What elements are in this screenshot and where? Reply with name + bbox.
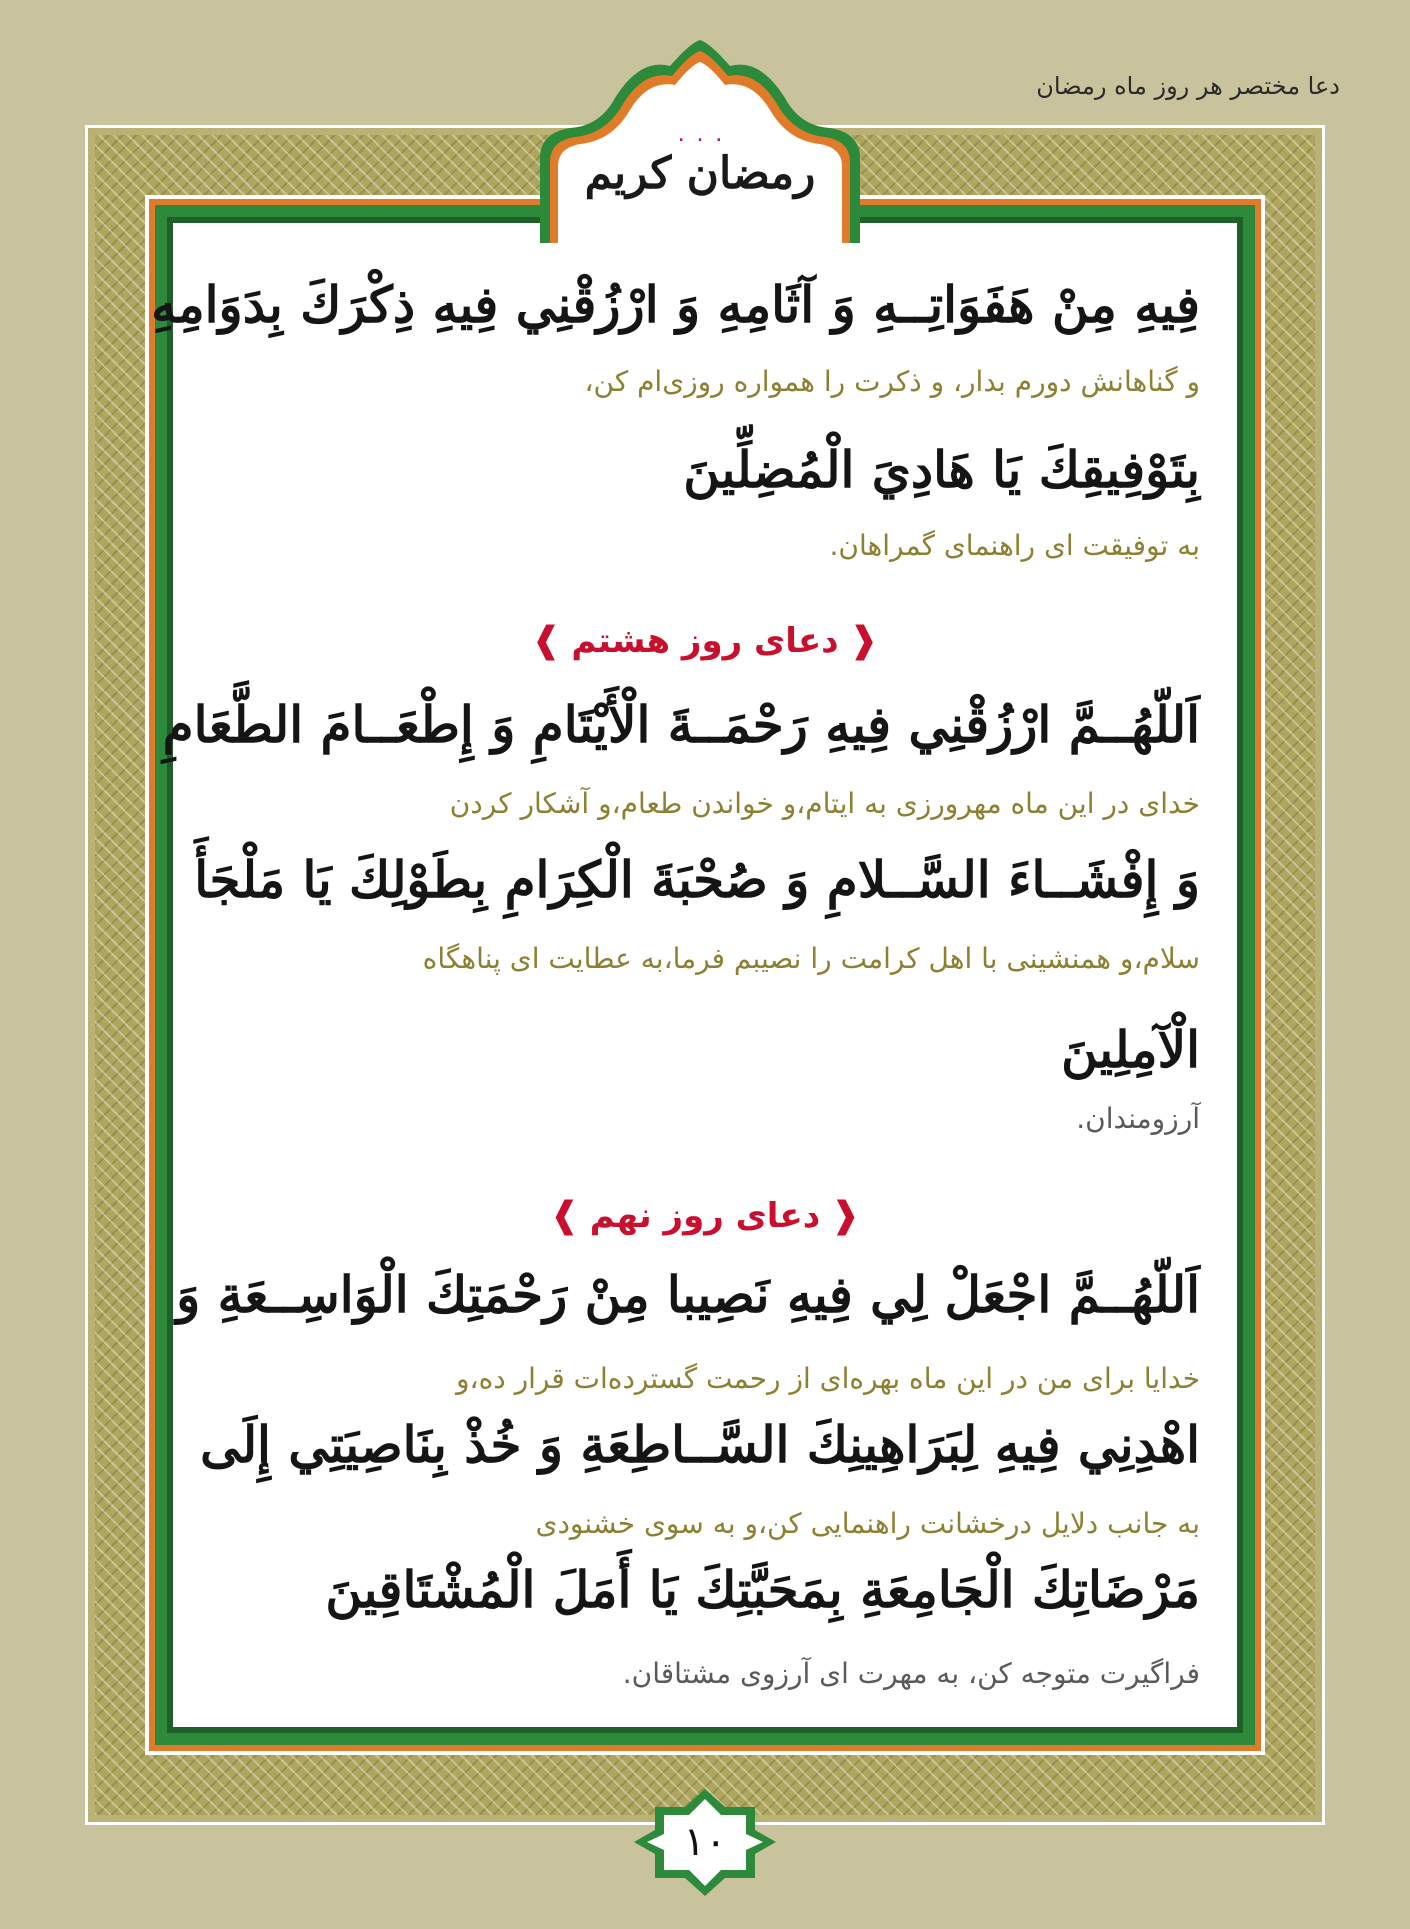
- arabic-line: فِيهِ مِنْ هَفَوَاتِــهِ وَ آثَامِهِ وَ ارْزُقْنِي فِيهِ ذِكْرَكَ بِدَوَامِهِ: [151, 275, 1200, 334]
- persian-translation: خدایا برای من در این ماه بهره‌ای از رحمت گسترده‌ات قرار ده،و: [456, 1362, 1200, 1395]
- running-head: دعا مختصر هر روز ماه رمضان: [1036, 72, 1340, 100]
- persian-translation: فراگیرت متوجه کن، به مهرت ای آرزوی مشتاقان.: [622, 1657, 1200, 1690]
- ornament-icon: ❱: [549, 1195, 580, 1236]
- page-number: ۱۰: [683, 1819, 727, 1865]
- svg-text:۰ ۰ ۰: ۰ ۰ ۰: [675, 127, 725, 152]
- arabic-line: اهْدِنِي فِيهِ لِبَرَاهِينِكَ السَّــاطِعَةِ وَ خُذْ بِنَاصِيَتِي إِلَى: [200, 1415, 1200, 1474]
- ornament-icon: ❰: [848, 620, 879, 661]
- medallion-title: رمضان کریم: [584, 148, 816, 199]
- ramadan-medallion: [530, 38, 870, 248]
- arabic-line: بِتَوْفِيقِكَ يَا هَادِيَ الْمُضِلِّينَ: [683, 440, 1200, 499]
- arabic-line: اَللّهُــمَّ ارْزُقْنِي فِيهِ رَحْمَــةَ الْأَيْتَامِ وَ إِطْعَــامَ الطَّعَامِ: [162, 695, 1200, 754]
- arabic-line: وَ إِفْشَــاءَ السَّــلامِ وَ صُحْبَةَ الْكِرَامِ بِطَوْلِكَ يَا مَلْجَأَ: [194, 850, 1200, 909]
- persian-translation: سلام،و همنشینی با اهل کرامت را نصیبم فرما،به عطایت ای پناهگاه: [422, 942, 1200, 975]
- persian-translation: به توفیقت ای راهنمای گمراهان.: [829, 529, 1200, 562]
- ornament-icon: ❱: [531, 620, 562, 661]
- persian-translation: و گناهانش دورم بدار، و ذکرت را همواره روزی‌ام کن،: [584, 365, 1200, 398]
- persian-translation: آرزومندان.: [1076, 1102, 1200, 1135]
- persian-translation: خدای در این ماه مهرورزی به ایتام،و خواندن طعام،و آشکار کردن: [449, 787, 1200, 820]
- page-number-badge: [630, 1785, 780, 1900]
- arabic-line: الْآمِلِينَ: [1061, 1020, 1200, 1079]
- section-heading-day8: ❰دعای روز هشتم❱: [210, 620, 1200, 661]
- section-heading-day9: ❰دعای روز نهم❱: [210, 1195, 1200, 1236]
- persian-translation: به جانب دلایل درخشانت راهنمایی کن،و به سوی خشنودی: [535, 1507, 1200, 1540]
- arabic-line: مَرْضَاتِكَ الْجَامِعَةِ بِمَحَبَّتِكَ يَا أَمَلَ الْمُشْتَاقِينَ: [325, 1560, 1200, 1619]
- arabic-line: اَللّهُــمَّ اجْعَلْ لِي فِيهِ نَصِيبا مِنْ رَحْمَتِكَ الْوَاسِــعَةِ وَ: [176, 1265, 1200, 1324]
- ornament-icon: ❰: [830, 1195, 861, 1236]
